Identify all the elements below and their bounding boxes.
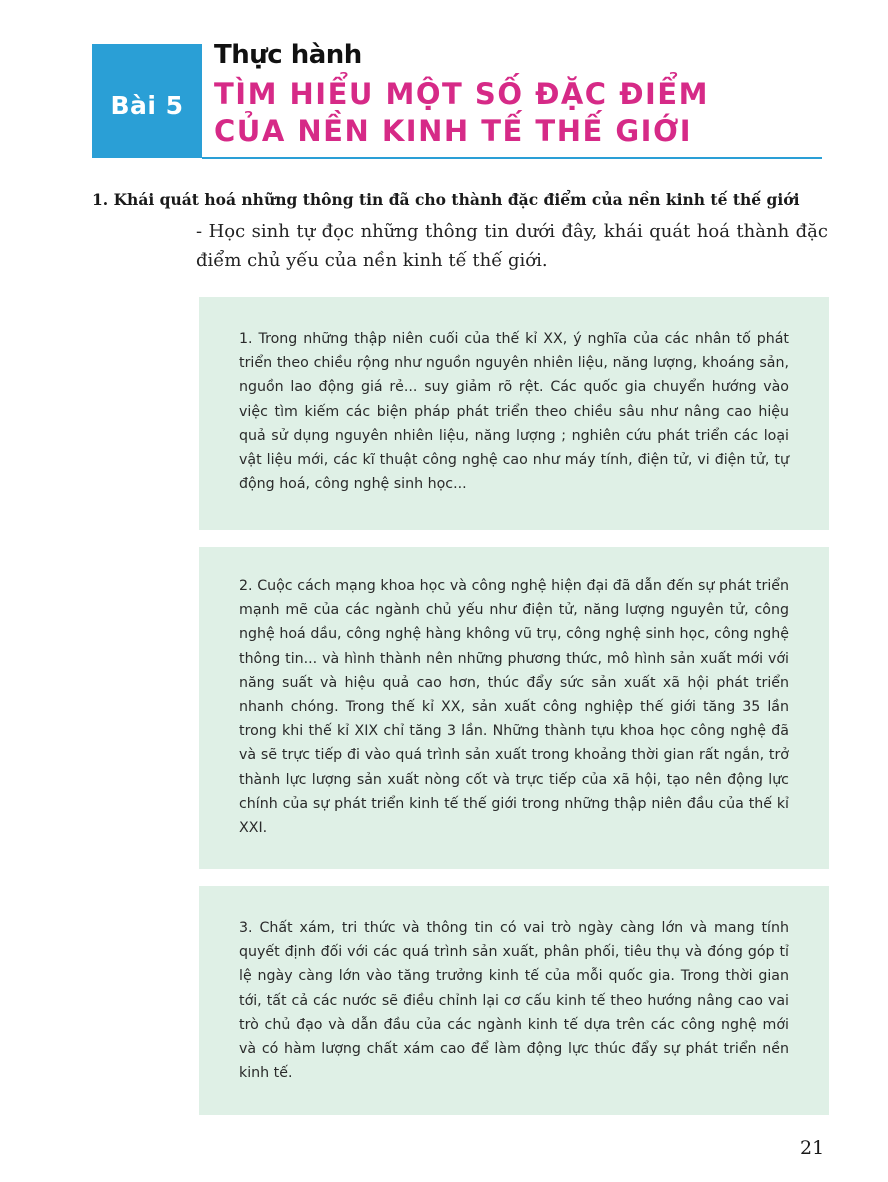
section-instruction: - Học sinh tự đọc những thông tin dưới đây, khái quát hoá thành đặc điểm chủ yếu của nền kinh tế thế giới. xyxy=(196,221,828,271)
section-heading: 1. Khái quát hoá những thông tin đã cho thành đặc điểm của nền kinh tế thế giới xyxy=(92,190,800,209)
info-box-3: 3. Chất xám, tri thức và thông tin có vai trò ngày càng lớn và mang tính quyết định đối với các quá trình sản xuất, phân phối, tiêu thụ và đóng góp tỉ lệ ngày càng lớn vào tăng trưởng kinh tế của mỗi quốc gia. Trong thời gian tới, tất cả các nước sẽ điều chỉnh lại cơ cấu kinh tế theo hướng nâng cao vai trò chủ đạo và dẫn đầu của các ngành kinh tế dựa trên các công nghệ mới và có hàm lượng chất xám cao để làm động lực thúc đẩy sự phát triển nền kinh tế. xyxy=(199,886,829,1115)
lesson-subtitle: Thực hành xyxy=(214,40,362,70)
lesson-number-badge xyxy=(92,44,202,158)
page-number: 21 xyxy=(800,1137,825,1159)
lesson-title-line-2: CỦA NỀN KINH TẾ THẾ GIỚI xyxy=(214,114,693,148)
lesson-title xyxy=(214,76,709,150)
lesson-number-label: Bài 5 xyxy=(110,90,184,120)
header-divider xyxy=(202,157,822,159)
info-box-2: 2. Cuộc cách mạng khoa học và công nghệ hiện đại đã dẫn đến sự phát triển mạnh mẽ của các ngành chủ yếu như điện tử, năng lượng nguyên tử, công nghệ hoá dầu, công nghệ hàng không vũ trụ, công nghệ sinh học, công nghệ thông tin... và hình thành nên những phương thức, mô hình sản xuất mới với năng suất và hiệu quả cao hơn, thúc đẩy sức sản xuất xã hội phát triển nhanh chóng. Trong thế kỉ XX, sản xuất công nghiệp thế giới tăng 35 lần trong khi thế kỉ XIX chỉ tăng 3 lần. Những thành tựu khoa học công nghệ đã và sẽ trực tiếp đi vào quá trình sản xuất trong khoảng thời gian rất ngắn, trở thành lực lượng sản xuất nòng cốt và trực tiếp của xã hội, tạo nên động lực chính của sự phát triển kinh tế thế giới trong những thập niên đầu của thế kỉ XXI. xyxy=(199,547,829,869)
info-box-1: 1. Trong những thập niên cuối của thế kỉ XX, ý nghĩa của các nhân tố phát triển theo chiều rộng như nguồn nguyên nhiên liệu, năng lượng, khoáng sản, nguồn lao động giá rẻ... suy giảm rõ rệt. Các quốc gia chuyển hướng vào việc tìm kiếm các biện pháp phát triển theo chiều sâu như nâng cao hiệu quả sử dụng nguyên nhiên liệu, năng lượng ; nghiên cứu phát triển các loại vật liệu mới, các kĩ thuật công nghệ cao như máy tính, điện tử, vi điện tử, tự động hoá, công nghệ sinh học... xyxy=(199,297,829,530)
lesson-title-line-1: TÌM HIỂU MỘT SỐ ĐẶC ĐIỂM xyxy=(214,77,709,111)
